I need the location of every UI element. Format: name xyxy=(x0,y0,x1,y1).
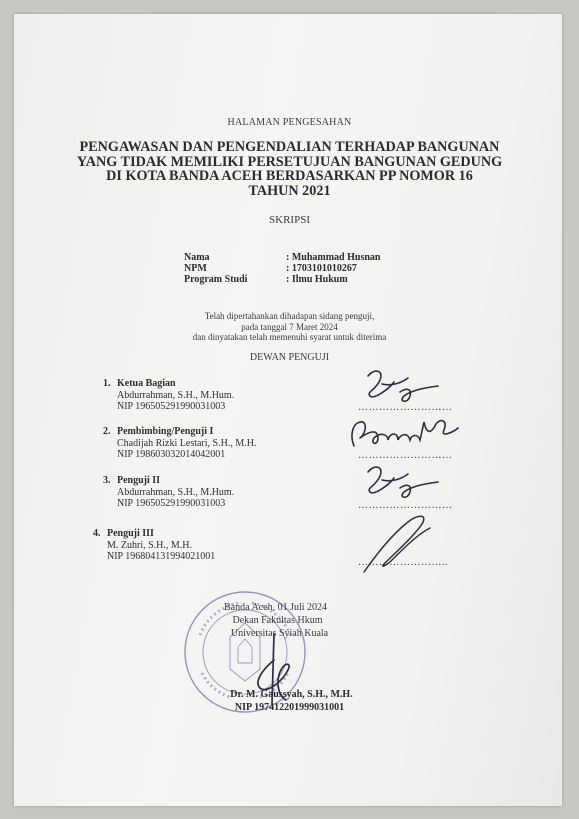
committee-heading: DEWAN PENGUJI xyxy=(249,352,330,363)
examiner-entry xyxy=(103,378,235,413)
dean-name: Dr. M. Gaussyah, S.H., M.H. xyxy=(230,689,353,700)
examiner-nip: NIP 198603032014042001 xyxy=(117,449,226,461)
examiner-number: 4. xyxy=(93,528,101,539)
document-type: SKRIPSI xyxy=(269,214,310,226)
dean-nip: NIP 197412201999031001 xyxy=(234,702,345,713)
signature-examiner-2 xyxy=(344,410,464,456)
examiner-role: Pembimbing/Penguji I xyxy=(117,426,214,437)
identity-value: : Muhammad Husnan xyxy=(286,252,381,263)
signature-line: ……………………… xyxy=(358,450,453,461)
defense-line: pada tanggal 7 Maret 2024 xyxy=(241,321,338,332)
approval-institution: Universitas Syiah Kuala xyxy=(230,628,329,639)
title-line: DI KOTA BANDA ACEH BERDASARKAN PP NOMOR 16 xyxy=(106,168,473,184)
identity-label: Program Studi xyxy=(184,274,248,285)
examiner-number: 3. xyxy=(103,475,111,486)
examiner-role: Penguji III xyxy=(107,528,154,539)
title-line: YANG TIDAK MEMILIKI PERSETUJUAN BANGUNAN GEDUNG xyxy=(76,153,503,170)
examiner-entry xyxy=(103,426,257,461)
title-line: TAHUN 2021 xyxy=(248,182,331,199)
examiner-role: Ketua Bagian xyxy=(117,378,176,389)
examiner-name: Abdurrahman, S.H., M.Hum. xyxy=(117,389,235,401)
defense-line: dan dinyatakan telah memenuhi syarat untuk diterima xyxy=(192,332,387,342)
signature-examiner-1 xyxy=(360,366,450,410)
examiner-name: M. Zuhri, S.H., M.H. xyxy=(107,539,193,551)
examiner-name: Abdurrahman, S.H., M.Hum. xyxy=(117,486,235,498)
signature-line: …………………….. xyxy=(358,557,448,568)
identity-value: : Ilmu Hukum xyxy=(286,274,348,285)
approval-position: Dekan Fakultas Hkum xyxy=(232,615,323,626)
identity-value: : 1703101010267 xyxy=(286,263,357,274)
examiner-nip: NIP 196505291990031003 xyxy=(117,498,226,510)
examiner-number: 1. xyxy=(103,378,111,389)
identity-label: NPM xyxy=(184,263,207,274)
signature-line: ……………………… xyxy=(358,500,453,511)
thesis-title xyxy=(0,140,579,198)
examiner-name: Chadijah Rizki Lestari, S.H., M.H. xyxy=(117,437,257,449)
examiner-role: Penguji II xyxy=(117,475,161,486)
page-heading: HALAMAN PENGESAHAN xyxy=(227,117,352,128)
signature-examiner-3 xyxy=(360,462,450,506)
examiner-number: 2. xyxy=(103,426,111,437)
signature-line: ……………………… xyxy=(358,402,453,413)
approval-place-date: Banda Aceh, 01 Juli 2024 xyxy=(223,602,328,613)
identity-row xyxy=(184,252,380,263)
examiner-nip: NIP 196505291990031003 xyxy=(117,401,226,413)
identity-label: Nama xyxy=(184,252,210,263)
identity-row xyxy=(184,263,380,274)
examiner-entry xyxy=(93,528,216,563)
examiner-entry xyxy=(103,475,235,510)
identity-row xyxy=(184,274,380,285)
defense-line: Telah dipertahankan dihadapan sidang penguji, xyxy=(204,311,375,321)
signature-examiner-4 xyxy=(356,508,446,578)
title-line: PENGAWASAN DAN PENGENDALIAN TERHADAP BANGUNAN xyxy=(79,139,500,155)
student-identity xyxy=(184,252,380,285)
examiner-nip: NIP 196804131994021001 xyxy=(107,551,216,563)
defense-statement xyxy=(0,311,579,343)
